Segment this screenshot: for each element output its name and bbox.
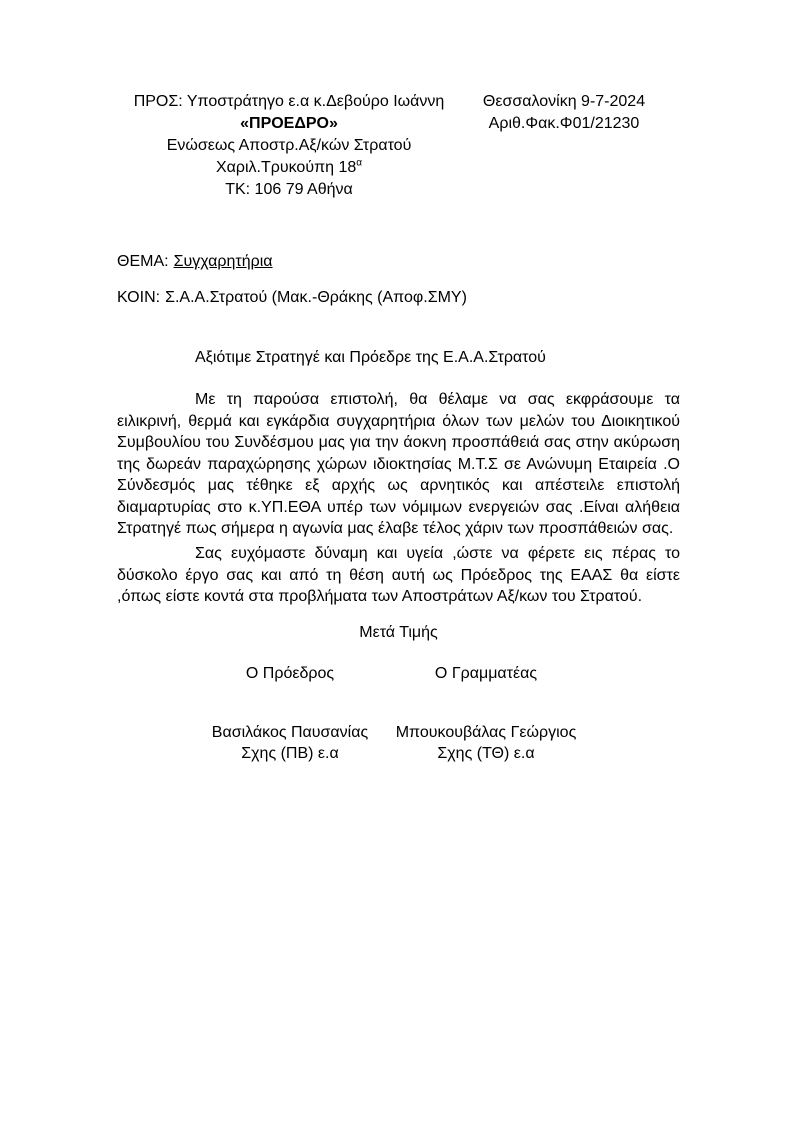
salutation: Αξιότιμε Στρατηγέ και Πρόεδρε της Ε.Α.Α.Στρατού <box>195 349 546 366</box>
signatory-name: Μπουκουβάλας Γεώργιος <box>395 723 577 741</box>
subject-label: ΘΕΜΑ: <box>117 253 169 270</box>
signatory-title: Ο Πρόεδρος <box>245 665 335 682</box>
recipient-street-superscript: α <box>356 157 363 169</box>
copy-to-label: ΚΟΙΝ: <box>117 289 161 306</box>
subject-line <box>117 251 717 273</box>
file-number: Αριθ.Φακ.Φ01/21230 <box>488 115 640 132</box>
body-paragraph-2: Σας ευχόμαστε δύναμη και υγεία ,ώστε να φέρετε εις πέρας το δύσκολο έργο σας και από τη θέση αυτή ως Πρόεδρος της ΕΑΑΣ θα είστε ,όπως είστε κοντά στα προβλήματα των Αποστράτων Αξ/κων του Στρατού. <box>117 545 680 605</box>
recipient-street <box>108 157 470 179</box>
copy-to-line <box>117 287 717 309</box>
recipient-association: Ενώσεως Αποστρ.Αξ/κών Στρατού <box>166 137 412 154</box>
subject-value: Συγχαρητήρια <box>173 253 273 270</box>
recipient-block <box>108 91 470 201</box>
reference-block <box>464 91 664 135</box>
signatory-title: Ο Γραμματέας <box>434 665 538 682</box>
signature-secretary <box>346 663 626 765</box>
recipient-street-text: Χαριλ.Τρυκούπη 18 <box>215 159 357 176</box>
city-date: Θεσσαλονίκη 9-7-2024 <box>482 93 646 110</box>
recipient-postal-code: ΤΚ: 106 79 Αθήνα <box>225 181 353 198</box>
recipient-to-line: ΠΡΟΣ: Υποστράτηγο ε.α κ.Δεβούρο Ιωάννη <box>133 93 445 110</box>
signatory-rank: Σχης (ΠΒ) ε.α <box>241 745 339 762</box>
valediction: Μετά Τιμής <box>359 624 438 641</box>
signatory-name: Βασιλάκος Παυσανίας <box>211 723 369 741</box>
signatory-rank: Σχης (ΤΘ) ε.α <box>437 745 535 762</box>
copy-to-value: Σ.Α.Α.Στρατού (Μακ.-Θράκης (Αποφ.ΣΜΥ) <box>165 289 467 306</box>
recipient-title: «ΠΡΟΕΔΡΟ» <box>240 115 338 132</box>
body-paragraph-1: Με τη παρούσα επιστολή, θα θέλαμε να σας εκφράσουμε τα ειλικρινή, θερμά και εγκάρδια συγχαρητήρια όλων των μελών του Διοικητικού Συμβουλίου του Συνδέσμου μας για την άοκνη προσπάθειά σας στην ακύρωση της δωρεάν παραχώρησης χώρων ιδιοκτησίας Μ.Τ.Σ σε Ανώνυμη Εταιρεία .Ο Σύνδεσμός μας τέθηκε εξ αρχής ως αρνητικός και απέστειλε επιστολή διαμαρτυρίας στο κ.ΥΠ.ΕΘΑ υπέρ των νόμιμων ενεργειών σας .Είναι αλήθεια Στρατηγέ πως σήμερα η αγωνία μας έλαβε τέλος χάριν των προσπάθειών σας. <box>117 391 680 537</box>
